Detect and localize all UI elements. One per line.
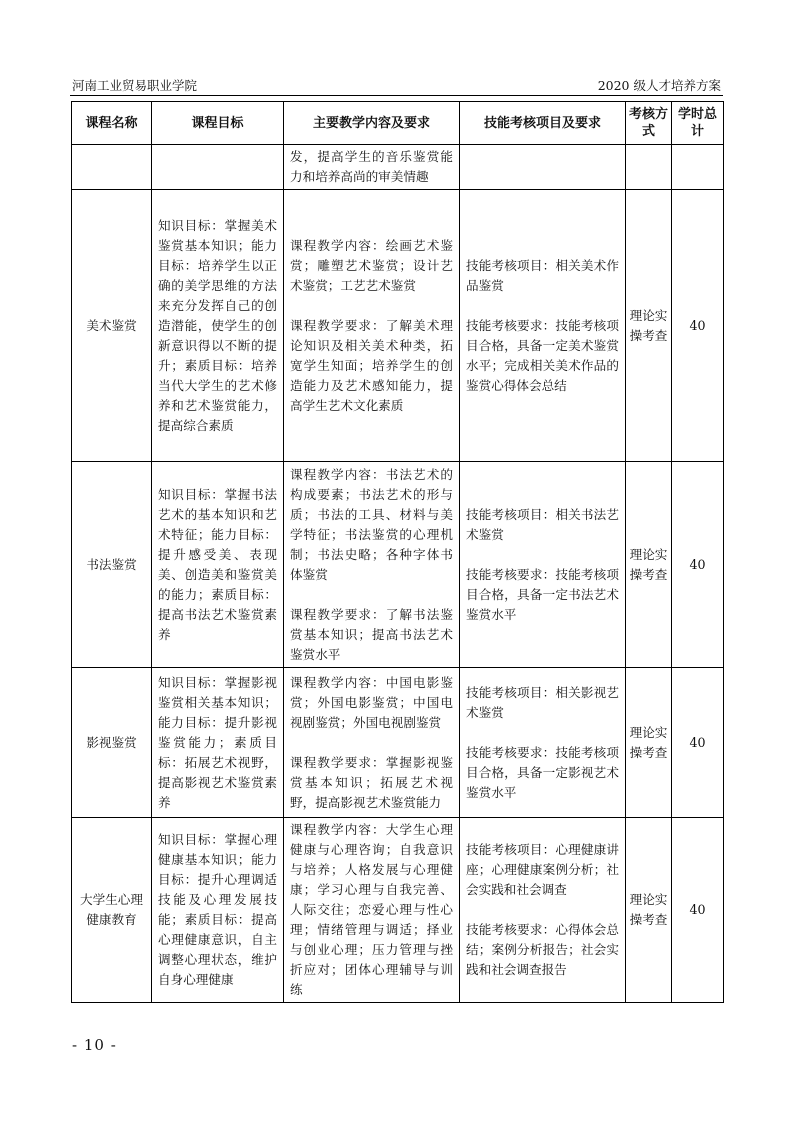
cell-content bbox=[284, 462, 460, 668]
cell-hours: 40 bbox=[672, 818, 724, 1003]
skill-requirements: 技能考核要求：技能考核项目合格，具备一定美术鉴赏水平；完成相关美术作品的鉴赏心得体会总结 bbox=[466, 317, 619, 393]
cell-hours: 40 bbox=[672, 668, 724, 818]
skill-items: 技能考核项目：相关美术作品鉴赏 bbox=[466, 257, 619, 293]
cell-method: 理论实操考查 bbox=[626, 190, 672, 462]
skill-requirements: 技能考核要求：技能考核项目合格，具备一定书法艺术鉴赏水平 bbox=[466, 566, 619, 622]
spacer bbox=[466, 545, 619, 565]
skill-items: 技能考核项目：心理健康讲座；心理健康案例分析；社会实践和社会调查 bbox=[466, 842, 619, 897]
column-header-course-name: 课程名称 bbox=[72, 102, 152, 145]
cell-method: 理论实操考查 bbox=[626, 818, 672, 1003]
skill-requirements: 技能考核要求：心得体会总结；案例分析报告；社会实践和社会调查报告 bbox=[466, 922, 619, 977]
cell-course-goal: 知识目标：掌握影视鉴赏相关基本知识；能力目标：提升影视鉴赏能力；素质目标：拓展艺术视野，提高影视艺术鉴赏素养 bbox=[152, 668, 284, 818]
cell-course-name: 书法鉴赏 bbox=[72, 462, 152, 668]
cell-course-goal: 知识目标：掌握书法艺术的基本知识和艺术特征；能力目标：提升感受美、表现美、创造美和鉴赏美的能力；素质目标：提高书法艺术鉴赏素养 bbox=[152, 462, 284, 668]
cell-content bbox=[284, 818, 460, 1003]
column-header-course-goal: 课程目标 bbox=[152, 102, 284, 145]
skill-items: 技能考核项目：相关书法艺术鉴赏 bbox=[466, 506, 619, 542]
column-header-content: 主要教学内容及要求 bbox=[284, 102, 460, 145]
spacer bbox=[466, 900, 619, 920]
cell-name bbox=[72, 145, 152, 190]
header-school-name: 河南工业贸易职业学院 bbox=[72, 78, 198, 93]
column-header-skill: 技能考核项目及要求 bbox=[460, 102, 626, 145]
cell-course-goal: 知识目标：掌握心理健康基本知识；能力目标：提升心理调适技能及心理发展技能；素质目标：提高心理健康意识，自主调整心理状态，维护自身心理健康 bbox=[152, 818, 284, 1003]
spacer bbox=[466, 723, 619, 743]
table-row bbox=[72, 462, 724, 668]
cell-skill bbox=[460, 190, 626, 462]
content-items: 课程教学内容：中国电影鉴赏；外国电影鉴赏；中国电视剧鉴赏；外国电视剧鉴赏 bbox=[290, 674, 453, 730]
table-row bbox=[72, 818, 724, 1003]
content-requirements: 课程教学要求：了解书法鉴赏基本知识；提高书法艺术鉴赏水平 bbox=[290, 606, 453, 662]
content-requirements: 课程教学要求：了解美术理论知识及相关美术种类，拓宽学生知面；培养学生的创造能力及艺术感知能力，提高学生艺术文化素质 bbox=[290, 317, 453, 413]
cell-skill bbox=[460, 145, 626, 190]
cell-course-name: 影视鉴赏 bbox=[72, 668, 152, 818]
cell-skill bbox=[460, 818, 626, 1003]
page-number: - 10 - bbox=[72, 1036, 117, 1054]
cell-content bbox=[284, 668, 460, 818]
content-items: 课程教学内容：绘画艺术鉴赏；雕塑艺术鉴赏；设计艺术鉴赏；工艺艺术鉴赏 bbox=[290, 237, 453, 293]
cell-hours bbox=[672, 145, 724, 190]
spacer bbox=[290, 733, 453, 753]
cell-course-name: 美术鉴赏 bbox=[72, 190, 152, 462]
course-table bbox=[71, 101, 724, 1003]
cell-skill bbox=[460, 462, 626, 668]
spacer bbox=[290, 296, 453, 316]
skill-items: 技能考核项目：相关影视艺术鉴赏 bbox=[466, 684, 619, 720]
cell-skill bbox=[460, 668, 626, 818]
table-row-continuation bbox=[72, 145, 724, 190]
cell-content: 发，提高学生的音乐鉴赏能力和培养高尚的审美情趣 bbox=[284, 145, 460, 190]
spacer bbox=[466, 296, 619, 316]
cell-method: 理论实操考查 bbox=[626, 668, 672, 818]
table-row bbox=[72, 190, 724, 462]
header-divider bbox=[70, 95, 723, 96]
cell-course-goal: 知识目标：掌握美术鉴赏基本知识；能力目标：培养学生以正确的美学思维的方法来充分发挥自己的创造潜能，使学生的创新意识得以不断的提升；素质目标：培养当代大学生的艺术修养和艺术鉴赏能力，提高综合素质 bbox=[152, 190, 284, 462]
cell-course-name: 大学生心理健康教育 bbox=[72, 818, 152, 1003]
column-header-hours: 学时总计 bbox=[672, 102, 724, 145]
content-items: 课程教学内容：书法艺术的构成要素；书法艺术的形与质；书法的工具、材料与美学特征；书法鉴赏的心理机制；书法史略；各种字体书体鉴赏 bbox=[290, 466, 453, 582]
cell-content bbox=[284, 190, 460, 462]
table-row bbox=[72, 668, 724, 818]
cell-hours: 40 bbox=[672, 190, 724, 462]
cell-method bbox=[626, 145, 672, 190]
cell-goal bbox=[152, 145, 284, 190]
cell-method: 理论实操考查 bbox=[626, 462, 672, 668]
content-items: 课程教学内容：大学生心理健康与心理咨询；自我意识与培养；人格发展与心理健康；学习心理与自我完善、人际交往；恋爱心理与性心理；情绪管理与调适；择业与创业心理；压力管理与挫折应对；团体心理辅导与训练 bbox=[290, 822, 453, 997]
spacer bbox=[290, 585, 453, 605]
column-header-method: 考核方式 bbox=[626, 102, 672, 145]
skill-requirements: 技能考核要求：技能考核项目合格，具备一定影视艺术鉴赏水平 bbox=[466, 744, 619, 800]
content-requirements: 课程教学要求：掌握影视鉴赏基本知识；拓展艺术视野，提高影视艺术鉴赏能力 bbox=[290, 754, 453, 810]
header-document-title: 2020 级人才培养方案 bbox=[597, 78, 721, 93]
table-header-row bbox=[72, 102, 724, 145]
cell-hours: 40 bbox=[672, 462, 724, 668]
